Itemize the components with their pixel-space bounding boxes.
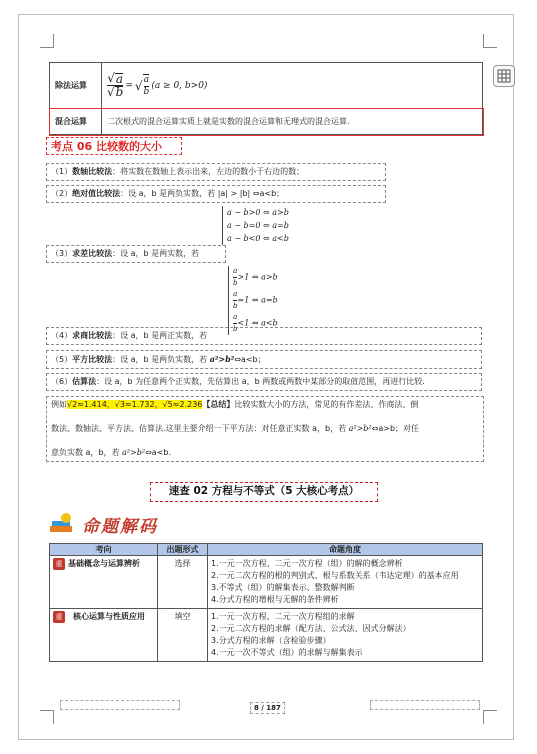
item-square: （5）平方比较法：设 a，b 是两负实数，若 a²>b²⇔a<b； [46, 350, 482, 369]
books-icon [48, 512, 76, 536]
key-badge: 重 [53, 558, 65, 570]
table-row: 重 基础概念与运算辨析 选择 1.一元一次方程、二元一次方程（组）的解的概念辨析 2.一元二次方程的根的判别式、根与系数关系（韦达定理）的基本应用 3.不等式（组）的解集表示、整数解判断 4.分式方程的增根与无解的条件辨析 [50, 556, 483, 609]
col-header: 考向 [50, 544, 158, 556]
footer-line [370, 700, 480, 710]
col-header: 命题角度 [208, 544, 483, 556]
item-number-line: （1）数轴比较法：将实数在数轴上表示出来，左边的数小于右边的数； [46, 163, 386, 181]
item-absolute: （2）绝对值比较法：设 a，b 是两负实数，若 |a| > |b| ⇔a<b； [46, 185, 386, 203]
mixed-label: 混合运算 [50, 109, 102, 135]
item-quotient: （4）求商比较法：设 a，b 是两正实数，若 [46, 327, 482, 345]
section-02-title: 速查 02 方程与不等式（5 大核心考点） [150, 482, 378, 502]
corner-mark [483, 34, 497, 48]
sqrt-values: √2≈1.414，√3≈1.732，√5≈2.236 [67, 400, 203, 409]
banner [48, 510, 158, 538]
division-formula: √ a √ b = √ $\frac{a}{b}$ (a ≥ 0, b>0) [102, 63, 483, 109]
toolbar-grid-icon[interactable] [493, 65, 515, 87]
footer-line [60, 700, 180, 710]
example-paragraph: 例如√2≈1.414，√3≈1.732，√5≈2.236【总结】比较实数大小的方法，常见的有作差法、作商法、倒 数法、数轴法、平方法、估算法.这里主要介绍一下平方法：对任意正实数 a，b，若 a²>b²⇔a>b；对任 意负实数 a，b，若 a²>b²⇔a<b. [46, 396, 484, 462]
banner-title: 命题解码 [82, 516, 158, 537]
mixed-text: 二次根式的混合运算实质上就是实数的混合运算和无理式的混合运算. [102, 109, 483, 135]
col-header: 出题形式 [158, 544, 208, 556]
quotient-cases: $\frac{a}{b}$ >1 ⇔ a>b $\frac{a}{b}$ =1 ⇔ a=b $\frac{a}{b}$ <1 ⇔ a<b [228, 266, 278, 335]
table-row: 重 核心运算与性质应用 填空 1.一元一次方程、二元一次方程组的求解 2.一元二次方程的求解（配方法、公式法、因式分解法） 3.分式方程的求解（含检验步骤） 4.一元一次不等式（组）的求解与解集表示 [50, 609, 483, 662]
corner-mark [40, 710, 54, 724]
difference-cases: a − b>0 ⇔ a>b a − b=0 ⇔ a=b a − b<0 ⇔ a<b [222, 206, 289, 245]
topic-table [49, 543, 483, 662]
formula-table [49, 62, 483, 135]
corner-mark [483, 710, 497, 724]
division-label: 除法运算 [50, 63, 102, 109]
item-estimate: （6）估算法：设 a，b 为任意两个正实数，先估算出 a，b 两数或两数中某部分的取值范围，再进行比较. [46, 373, 482, 391]
key-badge: 重 [53, 611, 65, 623]
corner-mark [40, 34, 54, 48]
division-condition: (a ≥ 0, b>0) [151, 80, 208, 91]
page-number: 8 / 187 [250, 702, 285, 714]
item-difference: （3）求差比较法：设 a，b 是两实数，若 [46, 245, 226, 263]
section-06-title: 考点 06 比较数的大小 [46, 137, 182, 155]
